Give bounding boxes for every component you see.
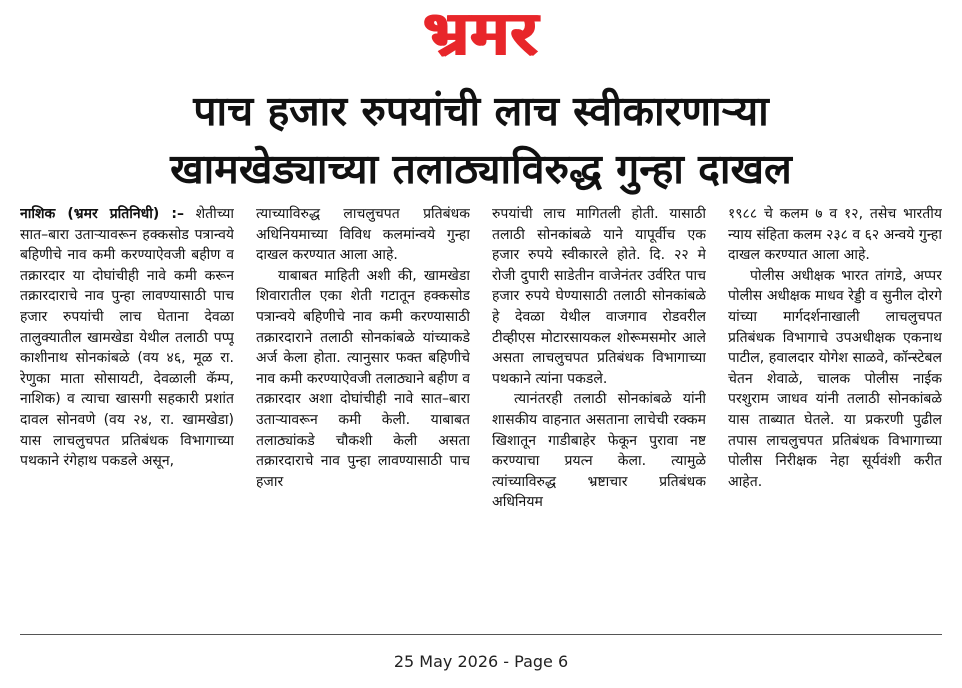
footer-divider [20,634,942,635]
newspaper-logo: भ्रमर [423,0,539,70]
headline-line-2: खामखेड्याच्या तलाठ्याविरुद्ध गुन्हा दाखल [170,145,792,193]
article-body [20,204,942,628]
page-footer: 25 May 2026 - Page 6 [393,652,569,671]
article-paragraph: याबाबत माहिती अशी की, खामखेडा शिवारातील एका शेती गटातून हक्कसोड पत्रान्वये बहिणीचे नाव कमी करण्यासाठी तक्रारदाराने तलाठी सोनकांबळे यांच्याकडे अर्ज केला होता. त्यानुसार फक्त बहिणीचे नाव कमी करण्याऐवजी तलाठ्याने बहीण व तक्रारदार अशा दोघांचीही नावे सात–बारा उताऱ्यावरून कमी केली. याबाबत तलाठ्यांकडे चौकशी केली असता तक्रारदाराचे नाव पुन्हा लावण्यासाठी पाच हजार [256,267,470,490]
article-column-1 [20,204,234,628]
headline-line-1: पाच हजार रुपयांची लाच स्वीकारणाऱ्या [193,87,769,135]
masthead [0,0,962,70]
article-paragraph: त्यानंतरही तलाठी सोनकांबळे यांनी शासकीय वाहनात असताना लाचेची रक्कम खिशातून गाडीबाहेर फेकून पुरावा नष्ट करण्याचा प्रयत्न केला. त्यामुळे त्यांच्याविरुद्ध भ्रष्टाचार प्रतिबंधक अधिनियम [492,391,706,511]
article-paragraph: त्याच्याविरुद्ध लाचलुचपत प्रतिबंधक अधिनियमाच्या विविध कलमांन्वये गुन्हा दाखल करण्यात आला आहे. [256,206,470,264]
paragraph-text: शेतीच्या सात–बारा उताऱ्यावरून हक्कसोड पत्रान्वये बहिणीचे नाव कमी करण्याऐवजी बहीण व तक्रारदार या दोघांचीही नावे कमी करून तक्रारदाराचे नाव पुन्हा लावण्यासाठी पाच हजार रुपयांची लाच घेताना देवळा तालुक्यातील खामखेडा येथील तलाठी पप्पू काशीनाथ सोनकांबळे (वय ४६, मूळ रा. रेणुका माता सोसायटी, देवळाली कॅम्प, नाशिक) व त्याचा खासगी सहकारी प्रशांत दावल सोनवणे (वय २४, रा. खामखेडा) यास लाचलुचपत प्रतिबंधक विभागाच्या पथकाने रंगेहाथ पकडले असून, [20,206,234,470]
article-column-4 [728,204,942,628]
dateline: नाशिक (भ्रमर प्रतिनिधी) :– [20,206,184,222]
headline [0,82,962,198]
article-paragraph: १९८८ चे कलम ७ व १२, तसेच भारतीय न्याय संहिता कलम २३८ व ६२ अन्वये गुन्हा दाखल करण्यात आला आहे. [728,206,942,264]
article-column-2 [256,204,470,628]
article-paragraph: पोलीस अधीक्षक भारत तांगडे, अप्पर पोलीस अधीक्षक माधव रेड्डी व सुनील दोरगे यांच्या मार्गदर्शनाखाली लाचलुचपत प्रतिबंधक विभागाचे उपअधीक्षक एकनाथ पाटील, हवालदार योगेश साळवे, कॉन्स्टेबल चेतन शेवाळे, चालक पोलीस नाईक परशुराम जाधव यांनी तलाठी सोनकांबळे यास ताब्यात घेतले. या प्रकरणी पुढील तपास लाचलुचपत प्रतिबंधक विभागाच्या पोलीस निरीक्षक नेहा सूर्यवंशी करीत आहेत. [728,267,942,490]
article-paragraph [20,204,234,472]
article-paragraph: रुपयांची लाच मागितली होती. यासाठी तलाठी सोनकांबळे याने यापूर्वीच एक हजार रुपये स्वीकारले होते. दि. २२ मे रोजी दुपारी साडेतीन वाजेनंतर उर्वरित पाच हजार रुपये घेण्यासाठी तलाठी सोनकांबळे हे देवळा येथील वाजगाव रोडवरील टीव्हीएस मोटारसायकल शोरूमसमोर आले असता लाचलुचपत प्रतिबंधक विभागाच्या पथकाने त्यांना पकडले. [492,206,706,387]
article-column-3 [492,204,706,628]
